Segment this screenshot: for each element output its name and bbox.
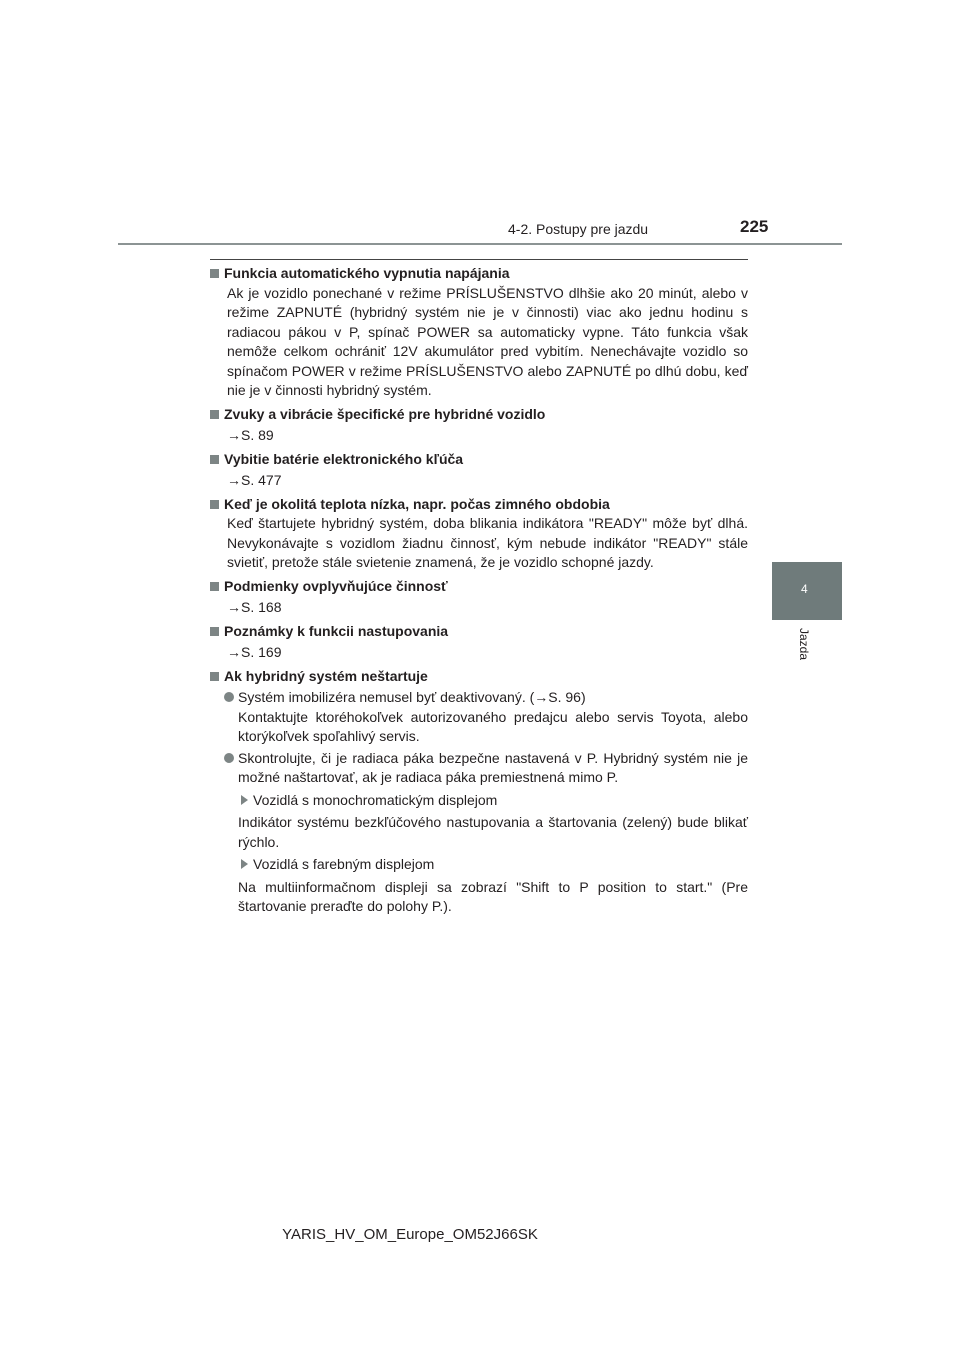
square-bullet-icon xyxy=(210,455,219,464)
chapter-label: Jazda xyxy=(797,628,811,661)
page-reference: →S. 89 xyxy=(227,427,274,443)
header-divider xyxy=(118,243,842,245)
section-heading: Keď je okolitá teplota nízka, napr. počas zimného obdobia xyxy=(210,495,748,515)
footer-doc-id: YARIS_HV_OM_Europe_OM52J66SK xyxy=(282,1226,538,1243)
triangle-bullet-icon xyxy=(241,859,248,869)
list-item: Skontrolujte, či je radiaca páka bezpečne nastavená v P. Hybridný systém nie je možné naštartovať, ak je radiaca páka premiestnená mimo P. xyxy=(210,749,748,788)
section-heading: Vybitie batérie elektronického kľúča xyxy=(210,450,748,470)
paragraph: Indikátor systému bezkľúčového nastupovania a štartovania (zelený) bude blikať rýchlo. xyxy=(238,814,748,850)
paragraph: Keď štartujete hybridný systém, doba blikania indikátora "READY" môže byť dlhá. Nevykonávajte s vozidlom žiadnu činnosť, kým nebude indikátor "READY" stále svietiť, pretože stále svietenie znamená, že je vozidlo schopné jazdy. xyxy=(227,515,748,570)
sub-heading: Vozidlá s farebným displejom xyxy=(210,855,748,875)
chapter-number: 4 xyxy=(801,582,808,596)
paragraph: Na multiinformačnom displeji sa zobrazí "Shift to P position to start." (Pre štartovanie preraďte do polohy P.). xyxy=(238,878,748,914)
triangle-bullet-icon xyxy=(241,795,248,805)
section-heading: Funkcia automatického vypnutia napájania xyxy=(210,264,748,284)
section-heading: Podmienky ovplyvňujúce činnosť xyxy=(210,577,748,597)
square-bullet-icon xyxy=(210,410,219,419)
section-heading: Zvuky a vibrácie špecifické pre hybridné vozidlo xyxy=(210,405,748,425)
sub-heading: Vozidlá s monochromatickým displejom xyxy=(210,791,748,811)
circle-bullet-icon xyxy=(224,692,234,702)
chapter-tab xyxy=(772,562,842,620)
page-reference: →S. 477 xyxy=(227,472,282,488)
page-number: 225 xyxy=(740,217,769,236)
square-bullet-icon xyxy=(210,500,219,509)
square-bullet-icon xyxy=(210,269,219,278)
page-reference: →S. 169 xyxy=(227,644,282,660)
square-bullet-icon xyxy=(210,627,219,636)
page-reference: →S. 168 xyxy=(227,599,282,615)
list-item: Systém imobilizéra nemusel byť deaktivovaný. (→S. 96) Kontaktujte ktoréhokoľvek autorizovaného predajcu alebo servis Toyota, alebo ktorýkoľvek spoľahlivý servis. xyxy=(210,688,748,747)
running-header: 4-2. Postupy pre jazdu xyxy=(508,221,649,237)
section-heading: Poznámky k funkcii nastupovania xyxy=(210,622,748,642)
circle-bullet-icon xyxy=(224,753,234,763)
square-bullet-icon xyxy=(210,582,219,591)
section-heading: Ak hybridný systém neštartuje xyxy=(210,667,748,687)
page-content xyxy=(210,264,748,917)
square-bullet-icon xyxy=(210,672,219,681)
content-divider xyxy=(210,259,748,260)
paragraph: Ak je vozidlo ponechané v režime PRÍSLUŠENSTVO dlhšie ako 20 minút, alebo v režime ZAPNUTÉ (hybridný systém nie je v činnosti) viac ako jednu hodinu s radiacou pákou v P, spínač POWER sa automaticky vypne. Táto funkcia však nemôže celkom ochrániť 12V akumulátor pred vybitím. Nenechávajte vozidlo so spínačom POWER v režime PRÍSLUŠENSTVO alebo ZAPNUTÉ po dlhú dobu, keď nie je v činnosti hybridný systém. xyxy=(227,284,748,398)
